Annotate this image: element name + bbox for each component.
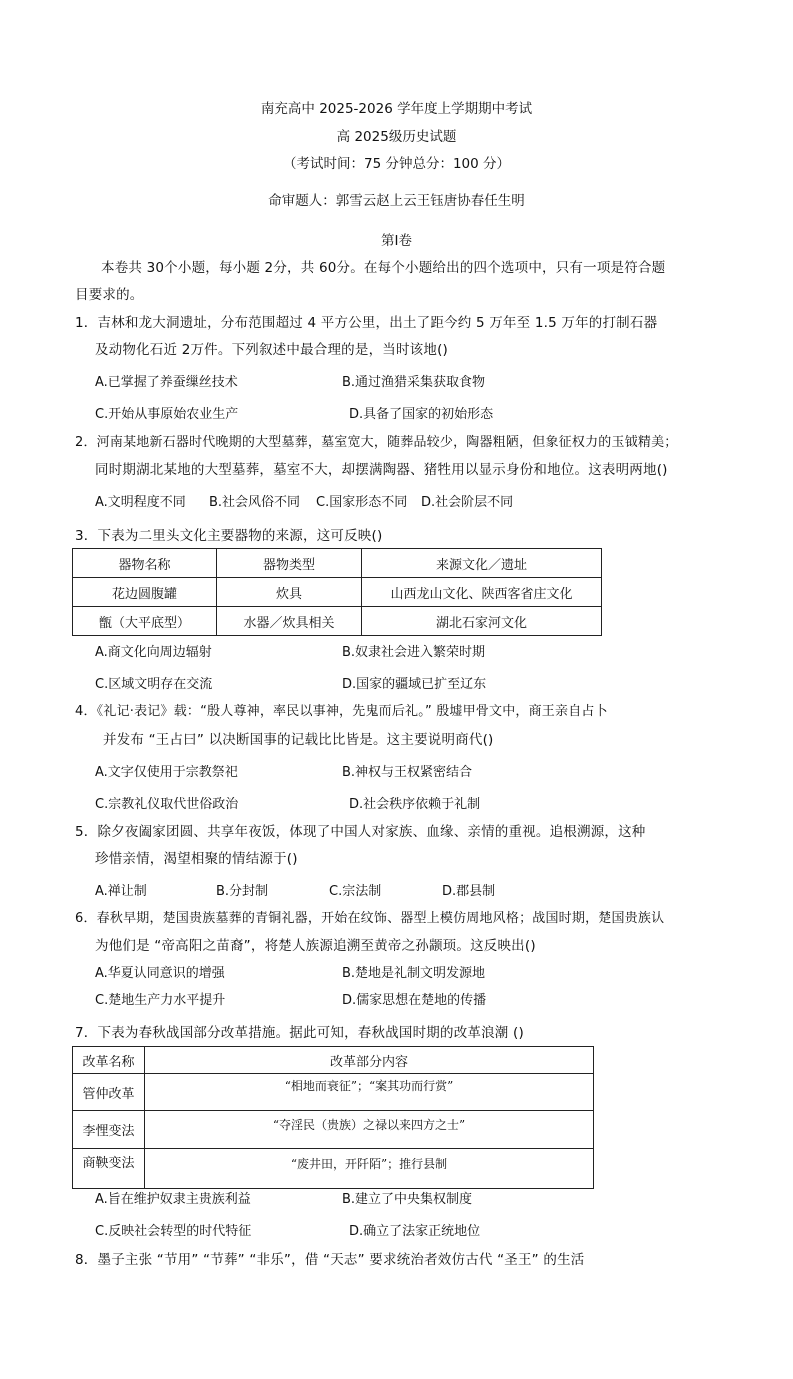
option-c[interactable]: C.宗法制 [329,884,382,899]
option-b[interactable]: B.奴隶社会进入繁荣时期 [342,645,486,660]
section-intro-line2: 目要求的。 [75,287,144,303]
table-row [73,1111,594,1149]
table-cell: 炊具 [217,578,362,607]
question-stem-cont: 并发布 “王占曰” 以决断国事的记载比比皆是。这主要说明商代() [103,732,494,748]
table-cell: 管仲改革 [73,1074,145,1111]
option-d[interactable]: D.确立了法家正统地位 [349,1224,481,1239]
question-stem: 1．吉林和龙大洞遗址，分布范围超过 4 平方公里，出土了距今约 5 万年至 1.5 万年的打制石器 [75,315,658,331]
artifact-source-table [72,548,602,636]
table-cell: 湖北石家河文化 [362,607,602,636]
table-cell: 水器／炊具相关 [217,607,362,636]
option-c[interactable]: C.宗教礼仪取代世俗政治 [95,797,239,812]
table-header-row [73,1047,594,1074]
option-d[interactable]: D.郡县制 [442,884,496,899]
exam-school-title: 南充高中 2025-2026 学年度上学期期中考试 [260,101,533,117]
question-stem: 5．除夕夜阖家团圆、共享年夜饭，体现了中国人对家族、血缘、亲情的重视。追根溯源，这种 [75,824,646,840]
question-stem: 7．下表为春秋战国部分改革措施。据此可知，春秋战国时期的改革浪潮 () [75,1025,524,1041]
table-cell: 花边圆腹罐 [73,578,217,607]
table-row [73,1149,594,1189]
table-header-cell: 器物名称 [73,549,217,578]
table-cell: “废井田，开阡陌”；推行县制 [145,1149,594,1189]
option-b[interactable]: B.分封制 [216,884,269,899]
option-d[interactable]: D.社会阶层不同 [421,495,514,510]
table-row [73,578,602,607]
option-d[interactable]: D.具备了国家的初始形态 [349,407,494,422]
table-header-cell: 器物类型 [217,549,362,578]
exam-subject-title: 高 2025级历史试题 [336,129,457,145]
question-stem-cont: 同时期湖北某地的大型墓葬，墓室不大，却摆满陶器、猪牲用以显示身份和地位。这表明两地() [95,462,668,478]
option-b[interactable]: B.楚地是礼制文明发源地 [342,966,486,981]
option-a[interactable]: A.华夏认同意识的增强 [95,966,225,981]
question-stem-cont: 为他们是 “帝高阳之苗裔”，将楚人族源追溯至黄帝之孙颛顼。这反映出() [95,938,536,954]
question-stem: 8．墨子主张 “节用” “节葬” “非乐”，借 “天志” 要求统治者效仿古代 “圣王” 的生活 [75,1252,585,1268]
option-c[interactable]: C.区域文明存在交流 [95,677,213,692]
option-a[interactable]: A.文明程度不同 [95,495,186,510]
question-stem-cont: 及动物化石近 2万件。下列叙述中最合理的是，当时该地() [95,342,449,358]
option-b[interactable]: B.建立了中央集权制度 [342,1192,473,1207]
option-c[interactable]: C.国家形态不同 [316,495,408,510]
table-cell: 甑（大平底型） [73,607,217,636]
table-header-cell: 改革部分内容 [145,1047,594,1074]
option-c[interactable]: C.反映社会转型的时代特征 [95,1224,252,1239]
reform-measures-table [72,1046,594,1189]
question-stem: 3．下表为二里头文化主要器物的来源，这可反映() [75,528,383,544]
option-a[interactable]: A.禅让制 [95,884,147,899]
question-stem: 2．河南某地新石器时代晚期的大型墓葬，墓室宽大，随葬品较少，陶器粗陋，但象征权力的玉钺精美； [75,435,678,450]
table-header-cell: 来源文化／遗址 [362,549,602,578]
table-cell: “相地而衰征”；“案其功而行赏” [145,1074,594,1111]
option-d[interactable]: D.儒家思想在楚地的传播 [342,993,487,1008]
table-cell: “夺淫民（贵族）之禄以来四方之士” [145,1111,594,1149]
option-a[interactable]: A.已掌握了养蚕缫丝技术 [95,375,238,390]
question-stem: 4．《礼记·表记》载：“殷人尊神，率民以事神，先鬼而后礼。” 殷墟甲骨文中，商王亲自占卜 [75,704,608,719]
table-row [73,1074,594,1111]
exam-authors: 命审题人：郭雪云赵上云王钰唐协春任生明 [268,193,525,209]
question-stem-cont: 珍惜亲情，渴望相聚的情结源于() [95,851,298,867]
option-a[interactable]: A.旨在维护奴隶主贵族利益 [95,1192,251,1207]
table-header-row [73,549,602,578]
option-d[interactable]: D.国家的疆域已扩至辽东 [342,677,487,692]
option-b[interactable]: B.社会风俗不同 [209,495,301,510]
option-a[interactable]: A.商文化向周边辐射 [95,645,212,660]
exam-time-info: （考试时间：75 分钟总分：100 分） [282,156,511,172]
section-intro-line1: 本卷共 30个小题，每小题 2分，共 60分。在每个小题给出的四个选项中，只有一项是符合题 [101,260,666,276]
question-stem: 6．春秋早期，楚国贵族墓葬的青铜礼器，开始在纹饰、器型上模仿周地风格；战国时期，楚国贵族认 [75,911,665,926]
table-cell: 李悝变法 [73,1111,145,1149]
option-a[interactable]: A.文字仅使用于宗教祭祀 [95,765,238,780]
table-cell: 商鞅变法 [73,1149,145,1189]
option-b[interactable]: B.通过渔猎采集获取食物 [342,375,486,390]
option-d[interactable]: D.社会秩序依赖于礼制 [349,797,481,812]
table-row [73,607,602,636]
option-c[interactable]: C.楚地生产力水平提升 [95,993,226,1008]
section-title: 第Ⅰ卷 [381,233,412,249]
option-c[interactable]: C.开始从事原始农业生产 [95,407,239,422]
table-header-cell: 改革名称 [73,1047,145,1074]
option-b[interactable]: B.神权与王权紧密结合 [342,765,473,780]
table-cell: 山西龙山文化、陕西客省庄文化 [362,578,602,607]
